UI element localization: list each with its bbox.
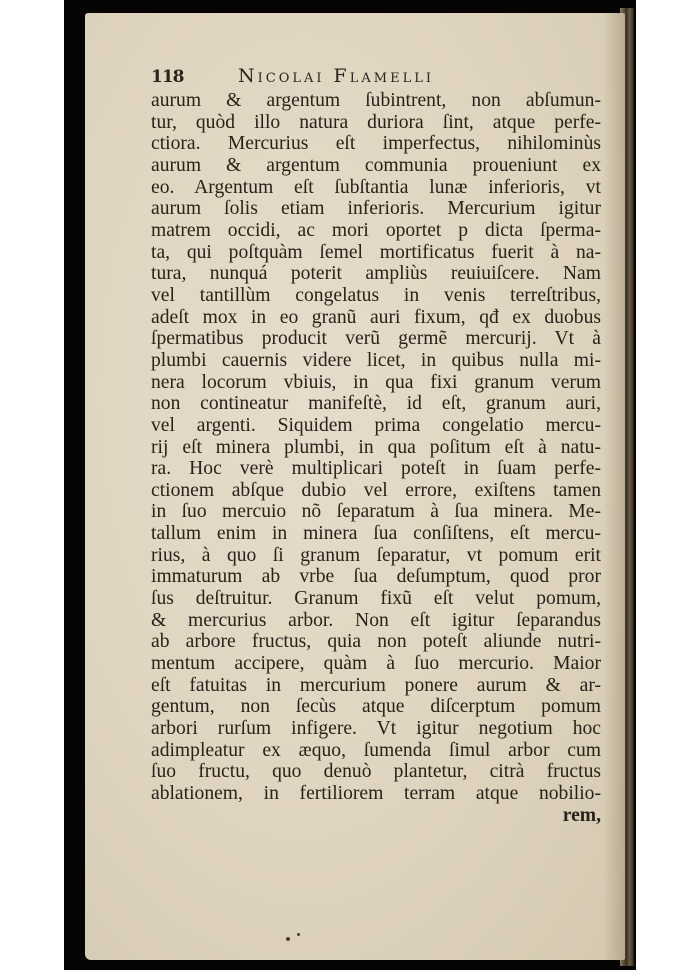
text-line: gentum, non ſecùs atque diſcerptum pomum: [151, 696, 601, 718]
text-line: rius, à quo ſi granum ſeparatur, vt pomum erit: [151, 544, 601, 566]
page-gutter-shadow: [603, 13, 625, 960]
text-line: tallum enim in minera ſua conſiſtens, eſt mercu-: [151, 523, 601, 545]
body-text: [151, 90, 601, 826]
text-line: adimpleatur ex æquo, ſumenda ſimul arbor cum: [151, 739, 601, 761]
text-line: tura, nunquá poterit ampliùs reuiuiſcere. Nam: [151, 263, 601, 285]
text-line: ſuo fructu, quo denuò plantetur, citrà fructus: [151, 761, 601, 783]
book-page: [85, 13, 625, 960]
text-line: immaturum ab vrbe ſua deſumptum, quod pror: [151, 566, 601, 588]
text-line: ra. Hoc verè multiplicari poteſt in ſuam perfe-: [151, 458, 601, 480]
text-line: tur, quòd illo natura duriora ſint, atque perfe-: [151, 111, 601, 133]
text-line: non contineatur manifeſtè, id eſt, granum auri,: [151, 393, 601, 415]
text-line: aurum & argentum communia proueniunt ex: [151, 154, 601, 176]
text-line: nera locorum vbiuis, in qua fixi granum verum: [151, 371, 601, 393]
text-line: vel argenti. Siquidem prima congelatio mercu-: [151, 414, 601, 436]
text-line: ta, qui poſtquàm ſemel mortificatus fuerit à na-: [151, 241, 601, 263]
text-line: plumbi cauernis videre licet, in quibus nulla mi-: [151, 349, 601, 371]
ink-speck: [297, 933, 300, 936]
text-line: ablationem, in fertiliorem terram atque nobilio-: [151, 783, 601, 804]
text-line: vel tantillùm congelatus in venis terreſtribus,: [151, 284, 601, 306]
text-line: ſpermatibus producit verũ germẽ mercurij. Vt à: [151, 328, 601, 350]
text-line: ctionem abſque dubio vel errore, exiſtens tamen: [151, 479, 601, 501]
text-line: in ſuo mercuio nõ ſeparatum à ſua minera. Me-: [151, 501, 601, 523]
text-line: ſus deſtruitur. Granum fixũ eſt velut pomum,: [151, 588, 601, 610]
text-line: rij eſt minera plumbi, in qua poſitum eſt à natu-: [151, 436, 601, 458]
text-line: aurum ſolis etiam inferioris. Mercurium igitur: [151, 198, 601, 220]
text-line: matrem occidi, ac mori oportet p dicta ſperma-: [151, 219, 601, 241]
text-line: aurum & argentum ſubintrent, non abſumun-: [151, 90, 601, 111]
text-line: eo. Argentum eſt ſubſtantia lunæ inferioris, vt: [151, 176, 601, 198]
page-number: 118: [151, 67, 184, 87]
text-line: & mercurius arbor. Non eſt igitur ſeparandus: [151, 609, 601, 631]
text-line: ab arbore fructus, quia non poteſt aliunde nutri-: [151, 631, 601, 653]
text-line: eſt fatuitas in mercurium ponere aurum & ar-: [151, 674, 601, 696]
text-line: mentum accipere, quàm à ſuo mercurio. Maior: [151, 653, 601, 675]
text-line: adeſt mox in eo granũ auri fixum, qđ ex duobus: [151, 306, 601, 328]
running-head: Nicolai Flamelli: [238, 65, 434, 87]
text-line: ctiora. Mercurius eſt imperfectus, nihilominùs: [151, 133, 601, 155]
text-line: arbori rurſum infigere. Vt igitur negotium hoc: [151, 718, 601, 740]
catchword: rem,: [562, 804, 601, 826]
ink-speck: [286, 937, 290, 941]
